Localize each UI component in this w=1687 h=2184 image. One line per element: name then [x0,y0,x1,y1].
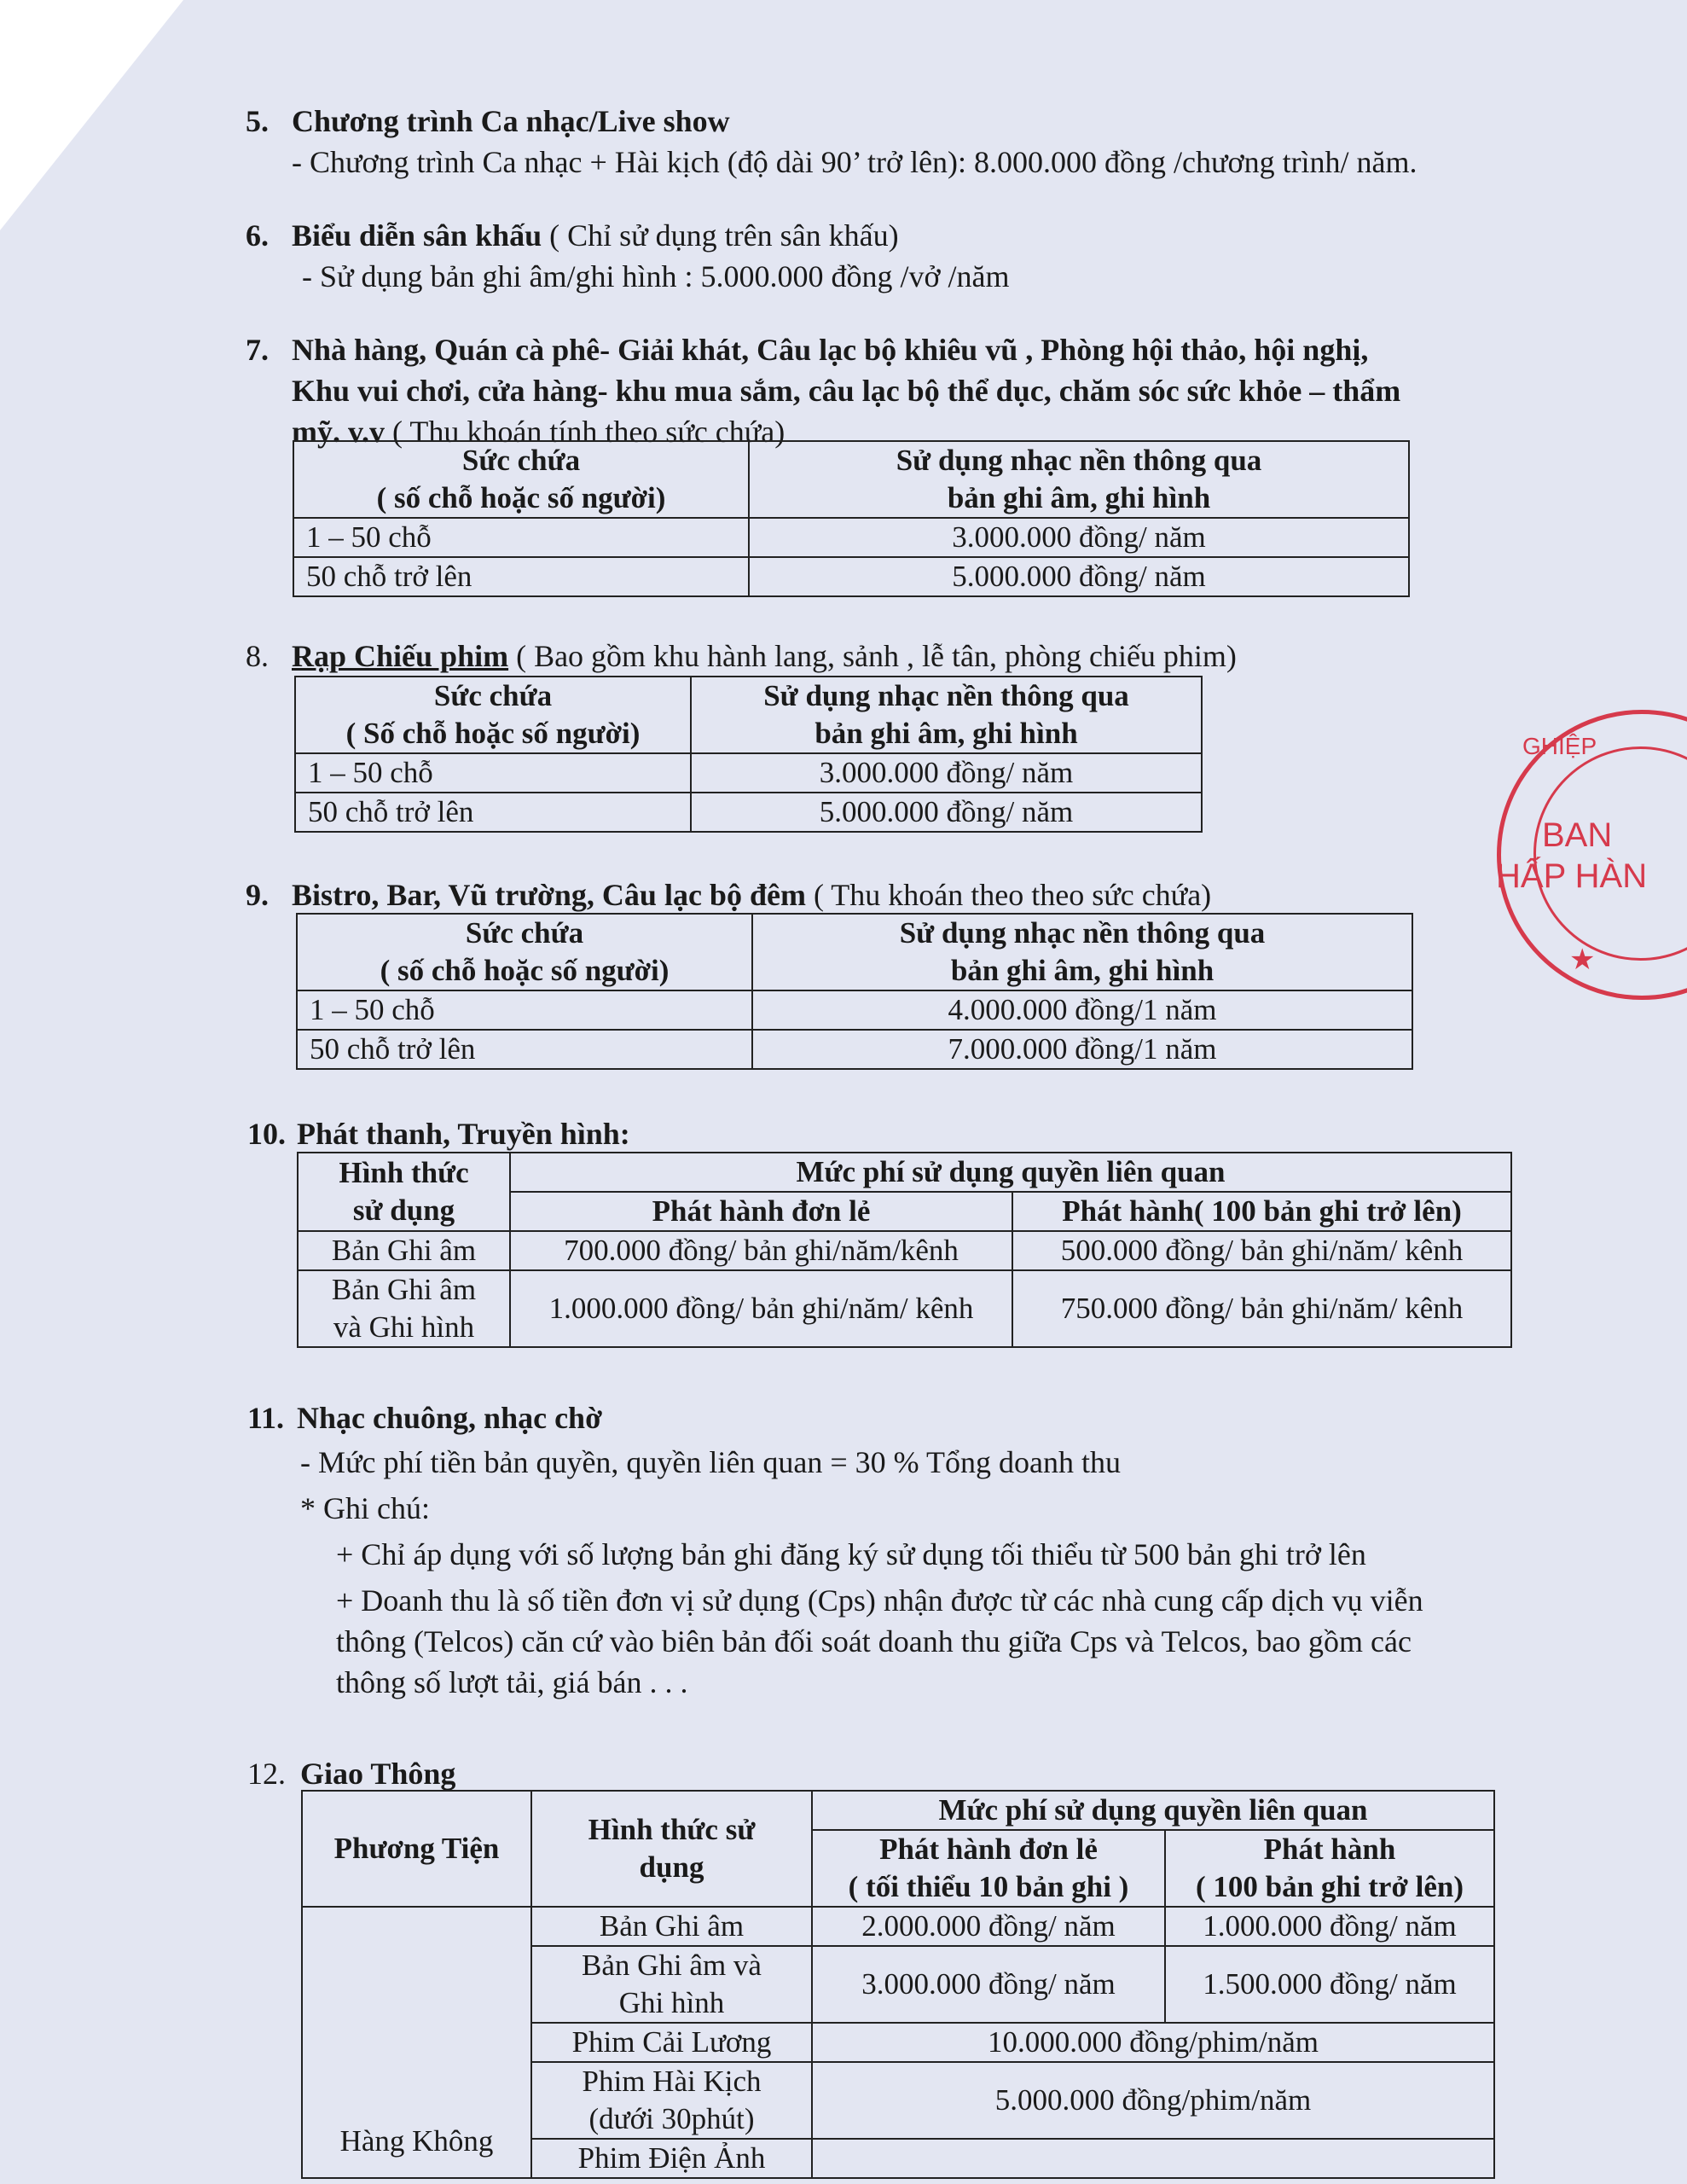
section-number: 10. [247,1117,286,1151]
header-vehicle: Phương Tiện [302,1791,531,1907]
single-fee-cell: 700.000 đồng/ bản ghi/năm/kênh [510,1231,1012,1270]
section-number: 12. [247,1757,286,1791]
section-number: 8. [246,639,269,673]
section-6 [246,215,1010,297]
fee-cell: 5.000.000 đồng/ năm [749,557,1409,596]
section-title: Bistro, Bar, Vũ trường, Câu lạc bộ đêm [292,878,806,912]
capacity-cell: 1 – 50 chỗ [295,753,691,793]
usage-type-cell: Phim Hài Kịch (dưới 30phút) [531,2062,812,2139]
fee-cell [812,2139,1494,2178]
fee-cell: 4.000.000 đồng/1 năm [752,990,1412,1030]
capacity-table-9 [296,913,1413,1070]
section-5 [246,101,1417,183]
header-capacity: Sức chứa ( số chỗ hoặc số người) [297,914,752,990]
section-number: 6. [246,218,269,253]
section-number: 7. [246,333,269,367]
section-note: ( Bao gồm khu hành lang, sảnh , lễ tân, phòng chiếu phim) [508,639,1237,673]
fee-cell: 3.000.000 đồng/ năm [691,753,1202,793]
header-usage-type: Hình thức sử dụng [531,1791,812,1907]
section-number: 5. [246,104,269,138]
capacity-cell: 1 – 50 chỗ [297,990,752,1030]
table-row [297,1030,1412,1069]
section-title: Chương trình Ca nhạc/Live show [292,104,730,138]
header-capacity: Sức chứa ( Số chỗ hoặc số người) [295,677,691,753]
section-9 [246,874,1211,915]
fee-cell: 5.000.000 đồng/ năm [691,793,1202,832]
official-stamp: GHIỆP BAN HẤP HÀN ★ [1497,710,1687,1000]
fee-cell: 5.000.000 đồng/phim/năm [812,2062,1494,2139]
usage-type-cell: Bản Ghi âm [531,1907,812,1946]
section-title: Nhạc chuông, nhạc chờ [297,1401,602,1435]
table-row [298,1270,1511,1347]
section-8 [246,636,1237,677]
single-fee-cell: 2.000.000 đồng/ năm [812,1907,1165,1946]
header-capacity: Sức chứa ( số chỗ hoặc số người) [293,441,749,518]
capacity-cell: 50 chỗ trở lên [295,793,691,832]
header-fee: Sử dụng nhạc nền thông qua bản ghi âm, ghi hình [752,914,1412,990]
table-row [298,1231,1511,1270]
single-fee-cell: 1.000.000 đồng/ bản ghi/năm/ kênh [510,1270,1012,1347]
section-12 [247,1753,455,1794]
header-usage-type: Hình thức sử dụng [298,1153,510,1231]
section-title-line-2: Khu vui chơi, cửa hàng- khu mua sắm, câu lạc bộ thể dục, chăm sóc sức khỏe – thẩm [292,374,1401,408]
section-number: 9. [246,878,269,912]
usage-type-cell: Bản Ghi âm [298,1231,510,1270]
table-row [295,793,1202,832]
usage-type-cell: Phim Cải Lương [531,2023,812,2062]
section-text: - Chương trình Ca nhạc + Hài kịch (độ dài 90’ trở lên): 8.000.000 đồng /chương trình/ năm. [292,145,1417,179]
table-row [293,518,1409,557]
fee-cell: 10.000.000 đồng/phim/năm [812,2023,1494,2062]
section-note: ( Chỉ sử dụng trên sân khấu) [542,218,899,253]
bulk-fee-cell: 1.500.000 đồng/ năm [1165,1946,1494,2023]
usage-type-cell: Bản Ghi âm và Ghi hình [531,1946,812,2023]
header-bulk-release: Phát hành ( 100 bản ghi trở lên) [1165,1830,1494,1907]
header-fee: Mức phí sử dụng quyền liên quan [510,1153,1511,1192]
section-note: ( Thu khoán tính theo sức chứa) [385,415,786,449]
bulk-fee-cell: 750.000 đồng/ bản ghi/năm/ kênh [1012,1270,1511,1347]
section-note: ( Thu khoán theo theo sức chứa) [805,878,1212,912]
section-11 [247,1397,1423,1703]
capacity-table-7 [293,440,1410,597]
single-fee-cell: 3.000.000 đồng/ năm [812,1946,1165,2023]
fee-cell: 3.000.000 đồng/ năm [749,518,1409,557]
note-item-continued: thông (Telcos) căn cứ vào biên bản đối soát doanh thu giữa Cps và Telcos, bao gồm các [336,1624,1412,1658]
capacity-cell: 1 – 50 chỗ [293,518,749,557]
header-fee: Mức phí sử dụng quyền liên quan [812,1791,1494,1830]
header-single-release: Phát hành đơn lẻ [510,1192,1012,1231]
table-row [293,557,1409,596]
note-heading: * Ghi chú: [300,1491,430,1525]
section-title-line-1: Nhà hàng, Quán cà phê- Giải khát, Câu lạc bộ khiêu vũ , Phòng hội thảo, hội nghị, [292,333,1369,367]
section-title: Phát thanh, Truyền hình: [297,1117,630,1151]
bulk-fee-cell: 500.000 đồng/ bản ghi/năm/ kênh [1012,1231,1511,1270]
note-item: + Doanh thu là số tiền đơn vị sử dụng (Cps) nhận được từ các nhà cung cấp dịch vụ viễn [336,1583,1423,1618]
section-text: - Sử dụng bản ghi âm/ghi hình : 5.000.000 đồng /vở /năm [302,259,1010,293]
section-title: Rạp Chiếu phim [292,639,509,673]
note-item: + Chỉ áp dụng với số lượng bản ghi đăng ký sử dụng tối thiểu từ 500 bản ghi trở lên [336,1537,1366,1571]
header-fee: Sử dụng nhạc nền thông qua bản ghi âm, ghi hình [749,441,1409,518]
capacity-cell: 50 chỗ trở lên [293,557,749,596]
note-item-continued: thông số lượt tải, giá bán . . . [336,1665,688,1699]
transport-table [301,1790,1495,2179]
table-row [302,1907,1494,1946]
header-bulk-release: Phát hành( 100 bản ghi trở lên) [1012,1192,1511,1231]
bulk-fee-cell: 1.000.000 đồng/ năm [1165,1907,1494,1946]
capacity-cell: 50 chỗ trở lên [297,1030,752,1069]
broadcast-table [297,1152,1512,1348]
table-row [295,753,1202,793]
header-single-release: Phát hành đơn lẻ ( tối thiểu 10 bản ghi ) [812,1830,1165,1907]
fee-cell: 7.000.000 đồng/1 năm [752,1030,1412,1069]
section-7 [246,329,1400,452]
section-title-line-3: mỹ. v.v [292,415,386,449]
table-row [297,990,1412,1030]
usage-type-cell: Phim Điện Ảnh [531,2139,812,2178]
header-fee: Sử dụng nhạc nền thông qua bản ghi âm, ghi hình [691,677,1202,753]
page-fold-corner [0,0,183,230]
capacity-table-8 [294,676,1203,833]
vehicle-cell: Hàng Không [302,1907,531,2178]
section-title: Giao Thông [300,1757,456,1791]
usage-type-cell: Bản Ghi âm và Ghi hình [298,1270,510,1347]
fee-text: - Mức phí tiền bản quyền, quyền liên quan = 30 % Tổng doanh thu [300,1445,1121,1479]
section-number: 11. [247,1401,285,1435]
section-title: Biểu diễn sân khấu [292,218,542,253]
section-10 [247,1113,630,1154]
